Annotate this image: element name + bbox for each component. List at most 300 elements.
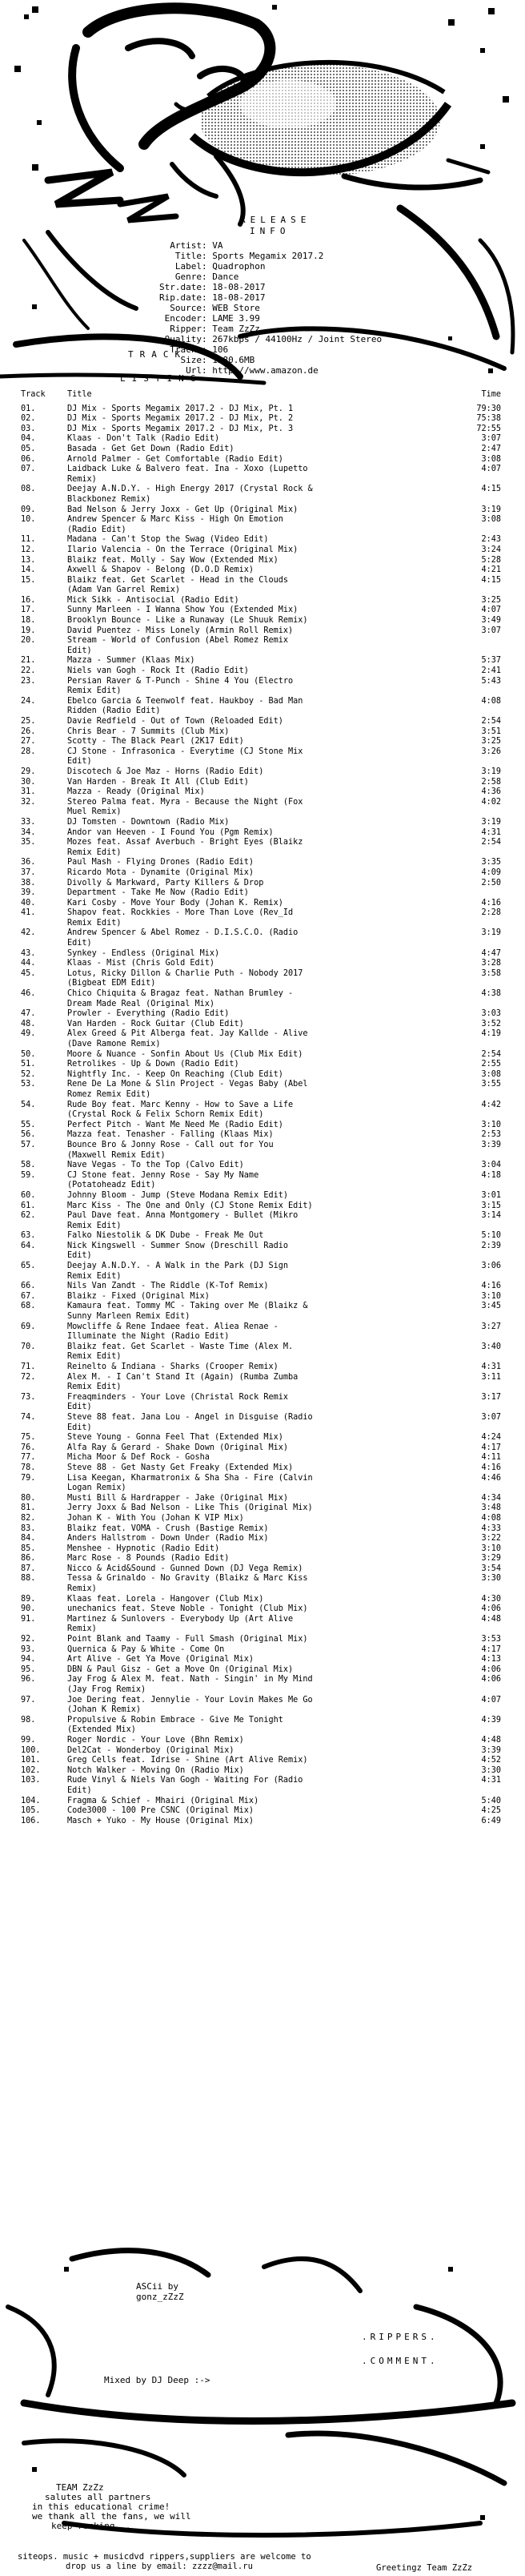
track-title: Department - Take Me Now (Radio Edit) bbox=[67, 888, 249, 898]
track-title: Discotech & Joe Maz - Horns (Radio Edit) bbox=[67, 767, 264, 776]
release-field-value: LAME 3.99 bbox=[212, 313, 260, 324]
track-time: 4:02 bbox=[481, 797, 501, 807]
track-row bbox=[21, 959, 501, 969]
track-time: 4:48 bbox=[481, 1735, 501, 1745]
release-field-separator: : bbox=[202, 355, 213, 365]
track-number: 92. bbox=[21, 1635, 36, 1644]
track-number: 14. bbox=[21, 566, 36, 575]
track-heading-line1: TRACK bbox=[128, 349, 187, 360]
track-number: 45. bbox=[21, 968, 36, 978]
track-row bbox=[21, 616, 501, 626]
track-row bbox=[21, 465, 501, 485]
track-time: 4:21 bbox=[481, 566, 501, 575]
track-number: 30. bbox=[21, 777, 36, 787]
release-field bbox=[144, 282, 382, 292]
track-row bbox=[21, 778, 501, 788]
track-title: Blaikz feat. Get Scarlet - Waste Time (Alex M. Remix Edit) bbox=[67, 1342, 294, 1362]
track-time: 79:30 bbox=[476, 404, 501, 413]
track-number: 61. bbox=[21, 1201, 36, 1210]
track-time: 3:30 bbox=[481, 1574, 501, 1584]
track-title: Anders Hallstrom - Down Under (Radio Mix) bbox=[67, 1534, 269, 1544]
track-time: 4:15 bbox=[481, 575, 501, 585]
track-title: Fragma & Schief - Mhairi (Original Mix) bbox=[67, 1796, 259, 1805]
track-time: 3:53 bbox=[481, 1635, 501, 1644]
track-title: Nave Vegas - To the Top (Calvo Edit) bbox=[67, 1161, 244, 1170]
track-time: 3:39 bbox=[481, 1745, 501, 1755]
release-field-label: Genre bbox=[174, 272, 202, 282]
siteops-line1: siteops. music + musicdvd rippers,suppliers are welcome to bbox=[18, 2552, 311, 2562]
track-title: Scotty - The Black Pearl (2K17 Edit) bbox=[67, 737, 244, 747]
track-row bbox=[21, 505, 501, 516]
track-number: 33. bbox=[21, 817, 36, 827]
track-title: Alex M. - I Can't Stand It (Again) (Rumba Zumba Remix Edit) bbox=[67, 1372, 299, 1392]
column-track: Track bbox=[21, 390, 46, 399]
track-title: Roger Nordic - Your Love (Bhn Remix) bbox=[67, 1735, 244, 1745]
track-title: Nick Kingswell - Summer Snow (Dreschill Radio Edit) bbox=[67, 1241, 289, 1261]
track-time: 4:17 bbox=[481, 1644, 501, 1654]
track-title: Rude Vinyl & Niels Van Gogh - Waiting For (Radio Edit) bbox=[67, 1776, 303, 1795]
track-title: Klaas - Mist (Chris Gold Edit) bbox=[67, 959, 215, 968]
team-line2: salutes all partners bbox=[45, 2492, 151, 2502]
release-field-separator: : bbox=[202, 313, 213, 324]
track-row bbox=[21, 697, 501, 717]
track-number: 16. bbox=[21, 595, 36, 605]
track-time: 2:28 bbox=[481, 908, 501, 918]
track-row bbox=[21, 1806, 501, 1817]
release-field-value: http://www.amazon.de bbox=[212, 365, 319, 376]
track-time: 3:01 bbox=[481, 1190, 501, 1200]
track-number: 58. bbox=[21, 1161, 36, 1170]
track-row bbox=[21, 606, 501, 616]
track-title: CJ Stone feat. Jenny Rose - Say My Name (Potatoheadz Edit) bbox=[67, 1170, 259, 1190]
track-time: 4:07 bbox=[481, 465, 501, 474]
track-title: Davie Redfield - Out of Town (Reloaded Edit) bbox=[67, 717, 283, 726]
track-time: 4:07 bbox=[481, 606, 501, 615]
track-title: Andor van Heeven - I Found You (Pgm Remix) bbox=[67, 827, 274, 837]
track-row bbox=[21, 1716, 501, 1736]
release-heading-line1: RELEASE bbox=[240, 215, 311, 225]
track-time: 3:49 bbox=[481, 616, 501, 626]
track-time: 4:13 bbox=[481, 1655, 501, 1664]
track-number: 47. bbox=[21, 1009, 36, 1019]
track-number: 100. bbox=[21, 1745, 41, 1755]
track-title: Mowcliffe & Rene Indaee feat. Aliea Renae - Illuminate the Night (Radio Edit) bbox=[67, 1322, 279, 1342]
track-row bbox=[21, 1635, 501, 1645]
release-field bbox=[144, 251, 382, 261]
track-row bbox=[21, 1262, 501, 1282]
track-row bbox=[21, 1282, 501, 1292]
release-field-label: Str.date bbox=[159, 282, 202, 292]
track-time: 4:17 bbox=[481, 1443, 501, 1452]
track-title: Greg Cells feat. Idrise - Shine (Art Alive Remix) bbox=[67, 1756, 308, 1765]
release-field bbox=[144, 261, 382, 272]
release-field-value: Sports Megamix 2017.2 bbox=[212, 251, 324, 261]
track-number: 71. bbox=[21, 1362, 36, 1371]
track-row bbox=[21, 414, 501, 425]
track-time: 3:24 bbox=[481, 545, 501, 554]
track-title: Nils Van Zandt - The Riddle (K-Tof Remix) bbox=[67, 1282, 269, 1291]
track-number: 06. bbox=[21, 454, 36, 464]
track-row bbox=[21, 425, 501, 435]
release-field-value: WEB Store bbox=[212, 303, 260, 313]
track-row bbox=[21, 1101, 501, 1121]
track-time: 3:30 bbox=[481, 1765, 501, 1775]
track-title: David Puentez - Miss Lonely (Armin Roll Remix) bbox=[67, 626, 294, 635]
release-field-separator: : bbox=[202, 292, 213, 303]
track-time: 2:39 bbox=[481, 1241, 501, 1250]
track-number: 12. bbox=[21, 545, 36, 554]
track-time: 3:19 bbox=[481, 928, 501, 938]
track-row bbox=[21, 1514, 501, 1524]
track-row bbox=[21, 1130, 501, 1141]
track-title: Retrolikes - Up & Down (Radio Edit) bbox=[67, 1060, 239, 1069]
track-title: DJ Mix - Sports Megamix 2017.2 - DJ Mix, Pt. 3 bbox=[67, 424, 294, 433]
track-row bbox=[21, 1453, 501, 1463]
track-title: Point Blank and Taamy - Full Smash (Original Mix) bbox=[67, 1635, 308, 1644]
release-field-label: Tracks bbox=[170, 344, 202, 355]
track-number: 79. bbox=[21, 1473, 36, 1483]
track-time: 2:54 bbox=[481, 1049, 501, 1059]
track-number: 74. bbox=[21, 1412, 36, 1422]
track-title: Ricardo Mota - Dynamite (Original Mix) bbox=[67, 867, 254, 877]
track-time: 3:17 bbox=[481, 1392, 501, 1402]
release-field bbox=[144, 313, 382, 324]
release-field-separator: : bbox=[202, 240, 213, 251]
track-title: Moore & Nuance - Sonfin About Us (Club Mix Edit) bbox=[67, 1049, 303, 1059]
track-title: Kamaura feat. Tommy MC - Taking over Me (Blaikz & Sunny Marleen Remix Edit) bbox=[67, 1302, 308, 1322]
track-number: 78. bbox=[21, 1463, 36, 1472]
track-title: Masch + Yuko - My House (Original Mix) bbox=[67, 1816, 254, 1825]
track-time: 4:16 bbox=[481, 1463, 501, 1472]
track-number: 106. bbox=[21, 1816, 41, 1825]
track-time: 4:46 bbox=[481, 1473, 501, 1483]
track-row bbox=[21, 899, 501, 909]
release-field-value: 106 bbox=[212, 344, 229, 355]
track-time: 3:10 bbox=[481, 1291, 501, 1301]
track-time: 3:03 bbox=[481, 1009, 501, 1019]
track-number: 104. bbox=[21, 1796, 41, 1805]
track-number: 72. bbox=[21, 1372, 36, 1382]
track-number: 103. bbox=[21, 1776, 41, 1785]
track-row bbox=[21, 717, 501, 727]
track-number: 101. bbox=[21, 1756, 41, 1765]
track-title: Ebelco Garcia & Teenwolf feat. Haukboy - Bad Man Ridden (Radio Edit) bbox=[67, 696, 303, 716]
track-title: Brooklyn Bounce - Like a Runaway (Le Shuuk Remix) bbox=[67, 616, 308, 626]
track-time: 3:48 bbox=[481, 1503, 501, 1513]
track-row bbox=[21, 1029, 501, 1049]
track-title: Code3000 - 100 Pre CSNC (Original Mix) bbox=[67, 1806, 254, 1816]
track-title: Menshee - Hypnotic (Radio Edit) bbox=[67, 1544, 220, 1553]
release-field-separator: : bbox=[202, 344, 213, 355]
track-number: 68. bbox=[21, 1302, 36, 1311]
release-field bbox=[144, 272, 382, 282]
track-list-header bbox=[21, 390, 501, 400]
track-time: 4:48 bbox=[481, 1614, 501, 1624]
track-row bbox=[21, 1070, 501, 1081]
track-title: Nightfly Inc. - Keep On Reaching (Club Edit) bbox=[67, 1069, 283, 1079]
track-title: Andrew Spencer & Abel Romez - D.I.S.C.O. (Radio Edit) bbox=[67, 928, 299, 948]
track-number: 39. bbox=[21, 888, 36, 898]
track-number: 86. bbox=[21, 1554, 36, 1564]
release-field-value: Quadrophon bbox=[212, 261, 266, 272]
track-row bbox=[21, 1050, 501, 1061]
track-row bbox=[21, 455, 501, 465]
track-title: Blaikz feat. Get Scarlet - Head in the Clouds (Adam Van Garrel Remix) bbox=[67, 575, 289, 595]
track-title: Mozes feat. Assaf Averbuch - Bright Eyes (Blaikz Remix Edit) bbox=[67, 838, 303, 857]
track-number: 44. bbox=[21, 959, 36, 968]
track-row bbox=[21, 1141, 501, 1161]
track-number: 02. bbox=[21, 414, 36, 424]
track-row bbox=[21, 515, 501, 535]
track-time: 5:43 bbox=[481, 676, 501, 686]
release-field-separator: : bbox=[202, 251, 213, 261]
track-row bbox=[21, 747, 501, 767]
release-field-separator: : bbox=[202, 272, 213, 282]
track-row bbox=[21, 1201, 501, 1212]
track-number: 07. bbox=[21, 465, 36, 474]
track-time: 3:07 bbox=[481, 434, 501, 444]
track-number: 25. bbox=[21, 717, 36, 726]
siteops-line2: drop us a line by email: zzzz@mail.ru bbox=[66, 2562, 253, 2571]
track-time: 4:47 bbox=[481, 948, 501, 958]
track-time: 5:28 bbox=[481, 555, 501, 565]
track-time bbox=[453, 636, 501, 656]
track-number: 84. bbox=[21, 1534, 36, 1544]
team-line1: TEAM ZzZz bbox=[56, 2482, 104, 2493]
track-time: 3:11 bbox=[481, 1372, 501, 1382]
track-row bbox=[21, 556, 501, 566]
team-line4: we thank all the fans, we will bbox=[32, 2511, 191, 2522]
track-row bbox=[21, 818, 501, 828]
track-title: Andrew Spencer & Marc Kiss - High On Emotion (Radio Edit) bbox=[67, 515, 283, 534]
track-number: 09. bbox=[21, 505, 36, 514]
track-number: 53. bbox=[21, 1080, 36, 1089]
track-title: Rene De La Mone & Slin Project - Vegas Baby (Abel Romez Remix Edit) bbox=[67, 1080, 308, 1099]
track-row bbox=[21, 1524, 501, 1535]
track-title: Deejay A.N.D.Y. - A Walk in the Park (DJ Sign Remix Edit) bbox=[67, 1262, 289, 1281]
track-row bbox=[21, 1474, 501, 1494]
track-row bbox=[21, 767, 501, 778]
release-field-separator: : bbox=[202, 365, 213, 376]
track-title: Alex Greed & Pit Alberga feat. Jay Kallde - Alive (Dave Ramone Remix) bbox=[67, 1029, 308, 1049]
track-row bbox=[21, 1342, 501, 1362]
track-title: Stream - World of Confusion (Abel Romez Remix Edit) bbox=[67, 636, 289, 655]
track-time: 2:41 bbox=[481, 666, 501, 676]
track-number: 04. bbox=[21, 434, 36, 444]
track-number: 91. bbox=[21, 1614, 36, 1624]
release-field bbox=[144, 240, 382, 251]
track-time: 3:25 bbox=[481, 737, 501, 747]
track-row bbox=[21, 1756, 501, 1766]
track-number: 42. bbox=[21, 928, 36, 938]
track-title: Laidback Luke & Balvero feat. Ina - Xoxo (Lupetto Remix) bbox=[67, 465, 308, 484]
track-number: 76. bbox=[21, 1443, 36, 1452]
track-title: unechanics feat. Steve Noble - Tonight (Club Mix) bbox=[67, 1604, 308, 1614]
track-row bbox=[21, 1675, 501, 1695]
track-title: Paul Mash - Flying Drones (Radio Edit) bbox=[67, 858, 254, 867]
track-number: 11. bbox=[21, 535, 36, 545]
track-title: Van Harden - Break It All (Club Edit) bbox=[67, 777, 249, 787]
release-field-label: Encoder bbox=[164, 313, 202, 324]
track-number: 83. bbox=[21, 1523, 36, 1533]
track-title: Steve 88 - Get Nasty Get Freaky (Extended Mix) bbox=[67, 1463, 294, 1472]
track-list bbox=[21, 390, 501, 1826]
team-line5: keep rocking... bbox=[51, 2521, 131, 2531]
track-time: 4:08 bbox=[481, 696, 501, 706]
track-title: Mick Sikk - Antisocial (Radio Edit) bbox=[67, 595, 239, 605]
track-title: DJ Mix - Sports Megamix 2017.2 - DJ Mix, Pt. 1 bbox=[67, 404, 294, 413]
track-time: 2:47 bbox=[481, 444, 501, 453]
track-time: 3:19 bbox=[481, 817, 501, 827]
track-time: 2:55 bbox=[481, 1060, 501, 1069]
track-number: 94. bbox=[21, 1655, 36, 1664]
track-time: 3:52 bbox=[481, 1019, 501, 1028]
track-row bbox=[21, 1463, 501, 1474]
track-time: 3:55 bbox=[481, 1080, 501, 1089]
track-row bbox=[21, 727, 501, 738]
rippers-comment-heading bbox=[362, 2325, 439, 2373]
track-number: 105. bbox=[21, 1806, 41, 1816]
track-row bbox=[21, 1080, 501, 1100]
track-row bbox=[21, 636, 501, 656]
track-rows bbox=[21, 405, 501, 1827]
track-row bbox=[21, 434, 501, 445]
track-number: 57. bbox=[21, 1140, 36, 1149]
track-title: Niels van Gogh - Rock It (Radio Edit) bbox=[67, 666, 249, 676]
track-number: 46. bbox=[21, 989, 36, 999]
track-title: Mazza - Ready (Original Mix) bbox=[67, 787, 205, 797]
track-number: 26. bbox=[21, 727, 36, 736]
track-row bbox=[21, 1797, 501, 1807]
track-number: 88. bbox=[21, 1574, 36, 1584]
track-number: 37. bbox=[21, 867, 36, 877]
track-number: 27. bbox=[21, 737, 36, 747]
track-title: DBN & Paul Gisz - Get a Move On (Original Mix) bbox=[67, 1664, 294, 1674]
rippers-label: .RIPPERS. bbox=[362, 2332, 439, 2342]
track-title: Axwell & Shapov - Belong (D.O.D Remix) bbox=[67, 566, 254, 575]
track-title: Marc Kiss - The One and Only (CJ Stone Remix Edit) bbox=[67, 1201, 313, 1210]
release-field-label: Artist bbox=[170, 240, 202, 251]
comment-label: .COMMENT. bbox=[362, 2356, 439, 2366]
track-time: 3:06 bbox=[481, 1262, 501, 1271]
track-row bbox=[21, 1121, 501, 1131]
track-time: 4:08 bbox=[481, 1513, 501, 1523]
track-title: Paul Dave feat. Anna Montgomery - Bullet (Mikro Remix Edit) bbox=[67, 1211, 299, 1230]
track-title: Madana - Can't Stop the Swag (Video Edit) bbox=[67, 535, 269, 545]
ascii-credit-line2: gonz_zZzZ bbox=[136, 2292, 184, 2302]
track-title: Klaas - Don't Talk (Radio Edit) bbox=[67, 434, 220, 444]
track-number: 15. bbox=[21, 575, 36, 585]
track-number: 21. bbox=[21, 656, 36, 666]
track-number: 102. bbox=[21, 1765, 41, 1775]
track-number: 49. bbox=[21, 1029, 36, 1039]
track-time: 4:06 bbox=[481, 1675, 501, 1684]
team-line3: in this educational crime! bbox=[32, 2502, 170, 2512]
track-row bbox=[21, 888, 501, 899]
track-title: Reinelto & Indiana - Sharks (Crooper Remix) bbox=[67, 1362, 279, 1371]
track-time: 3:45 bbox=[481, 1302, 501, 1311]
release-field-label: Title bbox=[174, 251, 202, 261]
release-field-value: 267kbps / 44100Hz / Joint Stereo bbox=[212, 334, 383, 344]
track-row bbox=[21, 1534, 501, 1544]
track-number: 22. bbox=[21, 666, 36, 676]
track-time: 4:31 bbox=[481, 1776, 501, 1785]
track-number: 77. bbox=[21, 1453, 36, 1463]
release-field-value: Team ZzZz bbox=[212, 324, 260, 334]
release-info-heading bbox=[240, 215, 311, 237]
track-number: 20. bbox=[21, 636, 36, 646]
track-time: 4:39 bbox=[481, 1715, 501, 1725]
track-row bbox=[21, 737, 501, 747]
track-row bbox=[21, 787, 501, 798]
track-row bbox=[21, 1574, 501, 1594]
track-listing-heading bbox=[64, 343, 202, 391]
track-row bbox=[21, 1736, 501, 1746]
track-time: 4:19 bbox=[481, 1029, 501, 1039]
track-number: 35. bbox=[21, 838, 36, 847]
track-title: Micha Moor & Def Rock - Gosha bbox=[67, 1453, 210, 1463]
track-row bbox=[21, 1494, 501, 1504]
track-number: 95. bbox=[21, 1664, 36, 1674]
track-time: 2:43 bbox=[481, 535, 501, 545]
release-field-separator: : bbox=[202, 324, 213, 334]
track-number: 90. bbox=[21, 1604, 36, 1614]
track-time: 3:04 bbox=[481, 1161, 501, 1170]
track-row bbox=[21, 858, 501, 868]
track-title: Mazza - Summer (Klaas Mix) bbox=[67, 656, 195, 666]
track-time: 4:52 bbox=[481, 1756, 501, 1765]
ascii-credit-line1: ASCii by bbox=[136, 2281, 178, 2292]
track-number: 70. bbox=[21, 1342, 36, 1351]
track-number: 32. bbox=[21, 797, 36, 807]
track-title: Divolly & Markward, Party Killers & Drop bbox=[67, 878, 264, 888]
track-title: Steve Young - Gonna Feel That (Extended Mix) bbox=[67, 1433, 283, 1443]
track-number: 19. bbox=[21, 626, 36, 635]
track-title: Freaqminders - Your Love (Christal Rock Remix Edit) bbox=[67, 1392, 289, 1412]
track-row bbox=[21, 1554, 501, 1564]
track-title: Tessa & Grinaldo - No Gravity (Blaikz & Marc Kiss Remix) bbox=[67, 1574, 308, 1594]
track-time: 2:58 bbox=[481, 777, 501, 787]
track-time: 5:37 bbox=[481, 656, 501, 666]
track-title: DJ Tomsten - Downtown (Radio Mix) bbox=[67, 817, 230, 827]
track-row bbox=[21, 1776, 501, 1796]
track-time: 4:11 bbox=[481, 1453, 501, 1463]
ascii-credit bbox=[136, 2281, 184, 2302]
track-number: 41. bbox=[21, 908, 36, 918]
track-title: Propulsive & Robin Embrace - Give Me Tonight (Extended Mix) bbox=[67, 1715, 283, 1735]
track-number: 98. bbox=[21, 1715, 36, 1725]
track-time: 3:19 bbox=[481, 767, 501, 776]
track-time: 3:08 bbox=[481, 454, 501, 464]
track-row bbox=[21, 485, 501, 505]
track-row bbox=[21, 545, 501, 556]
track-row bbox=[21, 445, 501, 455]
release-field-value: 1280.6MB bbox=[212, 355, 255, 365]
track-number: 31. bbox=[21, 787, 36, 797]
column-time: Time bbox=[481, 390, 501, 399]
track-time: 6:49 bbox=[481, 1816, 501, 1825]
release-field-separator: : bbox=[202, 303, 213, 313]
release-field-label: Url bbox=[186, 365, 202, 376]
track-row bbox=[21, 1746, 501, 1757]
track-row bbox=[21, 989, 501, 1009]
release-field-value: Dance bbox=[212, 272, 239, 282]
track-number: 67. bbox=[21, 1291, 36, 1301]
track-row bbox=[21, 1191, 501, 1201]
track-row bbox=[21, 1060, 501, 1070]
track-time: 2:54 bbox=[481, 838, 501, 847]
track-row bbox=[21, 1433, 501, 1443]
